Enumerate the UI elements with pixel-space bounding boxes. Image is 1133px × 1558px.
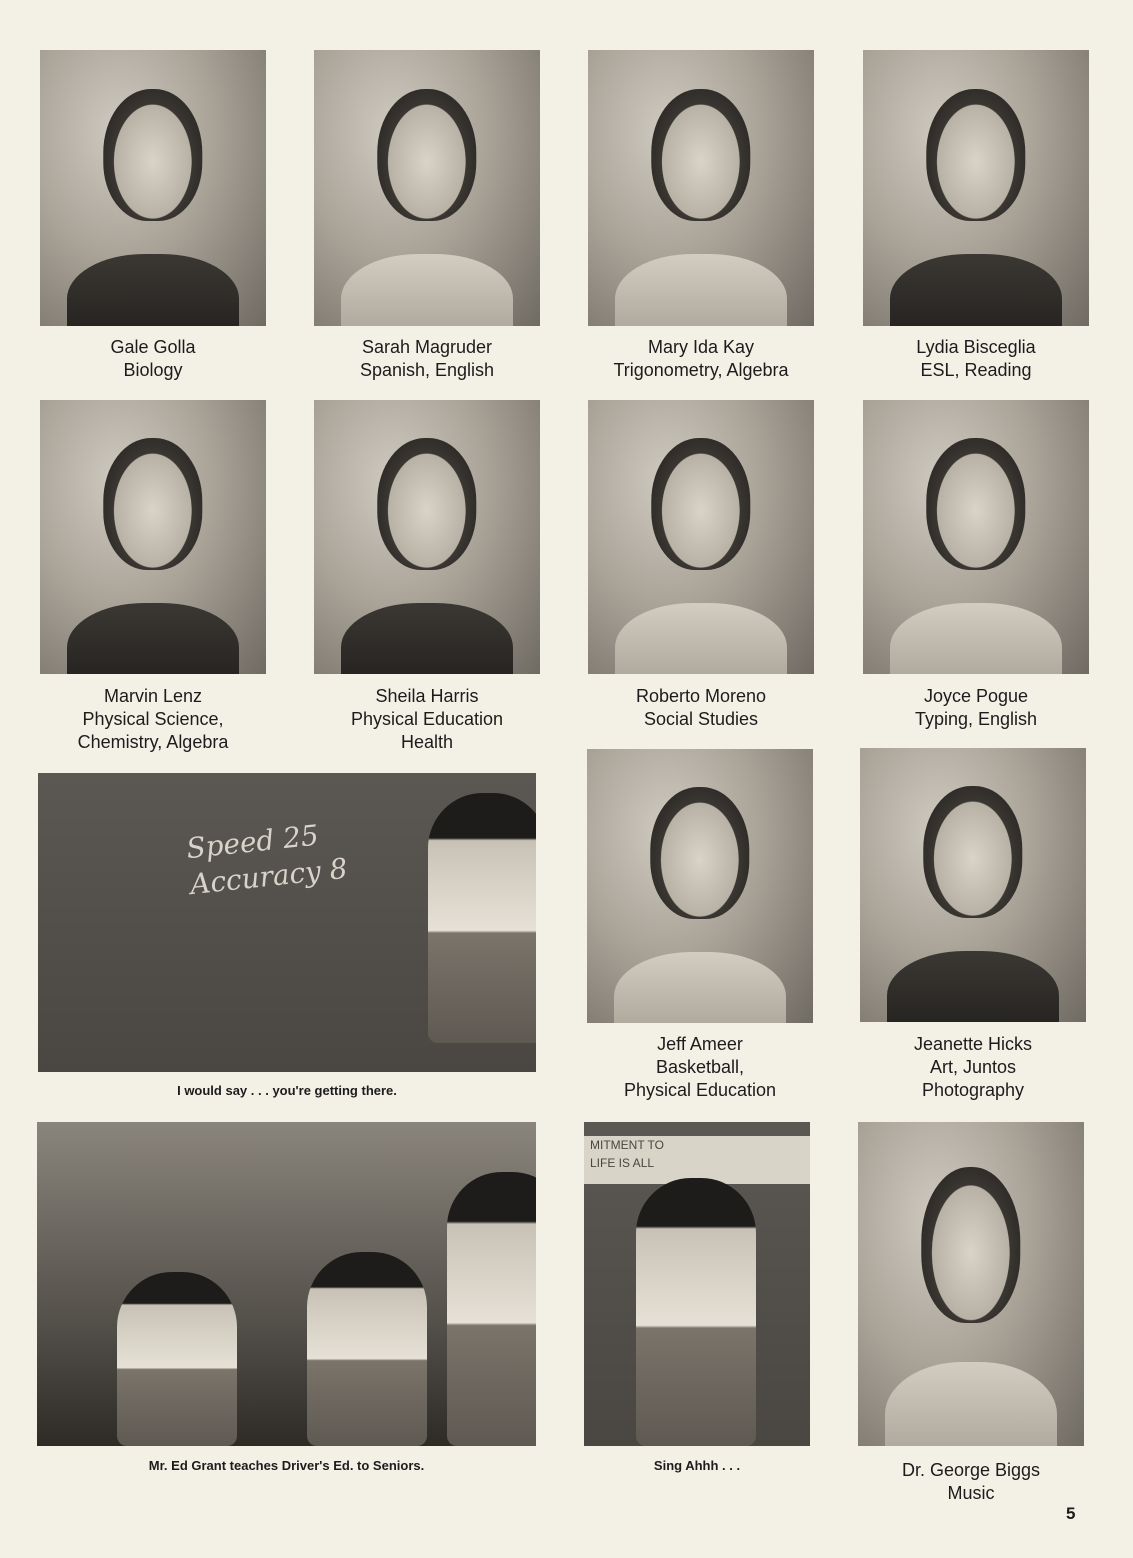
portrait-caption — [314, 336, 540, 382]
teacher-name: Dr. George Biggs — [901, 1460, 1041, 1480]
portrait-body — [887, 951, 1059, 1022]
teacher-name: Mary Ida Kay — [647, 337, 755, 357]
candid-photo-music-class — [584, 1122, 810, 1446]
portrait-head — [103, 438, 202, 570]
portrait-photo-roberto-moreno — [588, 400, 814, 674]
portrait-photo-gale-golla — [40, 50, 266, 326]
portrait-head — [921, 1167, 1020, 1323]
portrait-body — [615, 603, 787, 674]
teacher-name: Sheila Harris — [375, 686, 479, 706]
portrait-caption — [858, 1459, 1084, 1505]
student-figure — [117, 1272, 237, 1446]
teacher-figure — [428, 793, 536, 1043]
portrait-body — [67, 254, 239, 326]
teacher-subjects: Trigonometry, Algebra — [613, 360, 789, 380]
candid-caption: I would say . . . you're getting there. — [177, 1083, 397, 1098]
portrait-body — [614, 952, 786, 1023]
teacher-subjects: Chemistry, Algebra — [77, 732, 229, 752]
student-figure — [307, 1252, 427, 1446]
teacher-subjects: Spanish, English — [359, 360, 495, 380]
portrait-photo-george-biggs — [858, 1122, 1084, 1446]
teacher-subjects: Physical Science, — [82, 709, 224, 729]
teacher-subjects: Health — [400, 732, 454, 752]
classroom-banner — [584, 1136, 810, 1184]
portrait-head — [923, 786, 1022, 918]
portrait-head — [926, 89, 1025, 221]
portrait-body — [890, 254, 1062, 326]
portrait-photo-joyce-pogue — [863, 400, 1089, 674]
teacher-name: Joyce Pogue — [923, 686, 1029, 706]
teacher-subjects: Basketball, — [655, 1057, 745, 1077]
portrait-body — [341, 254, 513, 326]
portrait-caption — [863, 336, 1089, 382]
portrait-photo-marvin-lenz — [40, 400, 266, 674]
chalkboard-line: Accuracy 8 — [188, 852, 350, 902]
teacher-subjects: ESL, Reading — [920, 360, 1032, 380]
chalkboard-line: Speed 25 — [184, 818, 321, 866]
banner-line: MITMENT TO — [590, 1138, 665, 1152]
portrait-body — [885, 1362, 1057, 1446]
portrait-head — [377, 89, 476, 221]
teacher-name: Roberto Moreno — [635, 686, 767, 706]
portrait-caption — [863, 685, 1089, 731]
page-number: 5 — [1066, 1504, 1076, 1523]
teacher-name: Jeanette Hicks — [913, 1034, 1033, 1054]
portrait-caption — [588, 336, 814, 382]
portrait-body — [890, 603, 1062, 674]
teacher-figure — [447, 1172, 536, 1446]
portrait-photo-sarah-magruder — [314, 50, 540, 326]
candid-photo-chalkboard — [38, 773, 536, 1072]
portrait-head — [926, 438, 1025, 570]
teacher-subjects: Art, Juntos — [929, 1057, 1017, 1077]
teacher-figure — [636, 1178, 756, 1446]
candid-caption: Sing Ahhh . . . — [653, 1458, 741, 1473]
portrait-body — [615, 254, 787, 326]
portrait-body — [341, 603, 513, 674]
portrait-photo-sheila-harris — [314, 400, 540, 674]
portrait-caption — [860, 1033, 1086, 1102]
portrait-photo-lydia-bisceglia — [863, 50, 1089, 326]
teacher-subjects: Biology — [123, 360, 183, 380]
portrait-caption — [588, 685, 814, 731]
portrait-caption — [40, 336, 266, 382]
portrait-head — [651, 89, 750, 221]
portrait-caption — [40, 685, 266, 754]
candid-photo-classroom — [37, 1122, 536, 1446]
teacher-subjects: Photography — [921, 1080, 1025, 1100]
portrait-head — [651, 438, 750, 570]
teacher-name: Gale Golla — [110, 337, 196, 357]
teacher-name: Sarah Magruder — [361, 337, 493, 357]
portrait-head — [650, 787, 749, 919]
portrait-head — [103, 89, 202, 221]
candid-caption: Mr. Ed Grant teaches Driver's Ed. to Seniors. — [148, 1458, 425, 1473]
portrait-caption — [587, 1033, 813, 1102]
teacher-name: Marvin Lenz — [103, 686, 203, 706]
teacher-subjects: Music — [947, 1483, 995, 1503]
banner-line: LIFE IS ALL — [590, 1156, 655, 1170]
portrait-head — [377, 438, 476, 570]
portrait-body — [67, 603, 239, 674]
portrait-caption — [314, 685, 540, 754]
teacher-subjects: Physical Education — [623, 1080, 777, 1100]
portrait-photo-mary-ida-kay — [588, 50, 814, 326]
teacher-subjects: Physical Education — [350, 709, 504, 729]
teacher-name: Jeff Ameer — [657, 1034, 743, 1054]
teacher-subjects: Typing, English — [914, 709, 1038, 729]
portrait-photo-jeff-ameer — [587, 749, 813, 1023]
teacher-name: Lydia Bisceglia — [916, 337, 1036, 357]
portrait-photo-jeanette-hicks — [860, 748, 1086, 1022]
teacher-subjects: Social Studies — [643, 709, 759, 729]
